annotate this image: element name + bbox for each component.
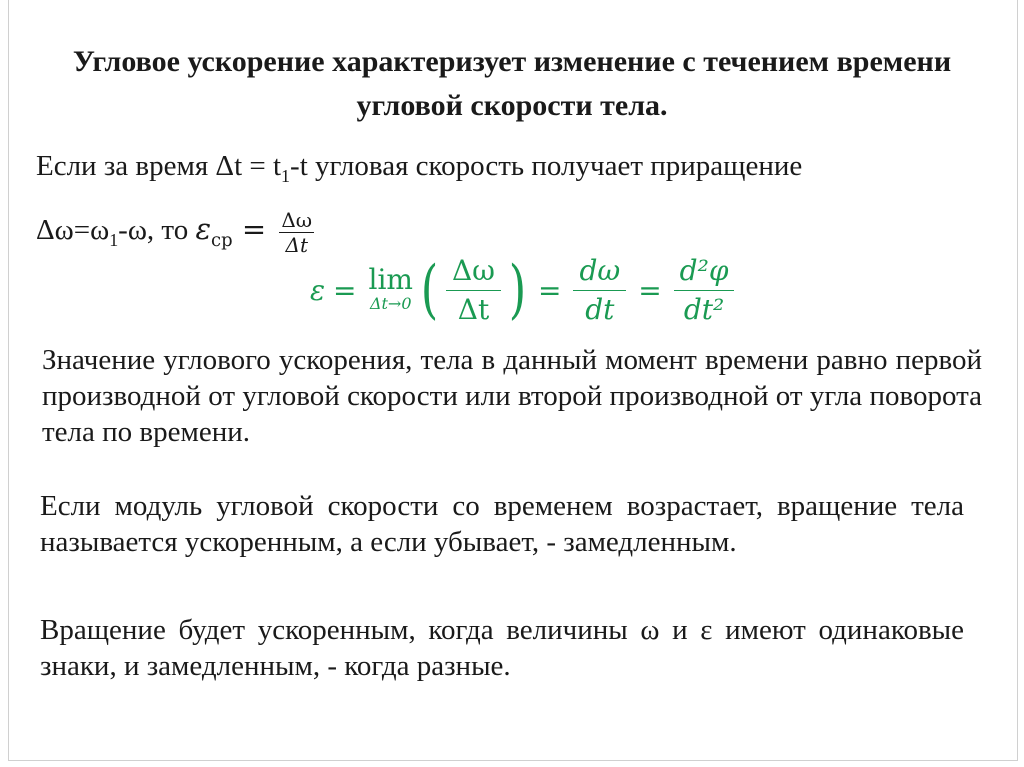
derivative-fraction	[573, 252, 626, 328]
slide-title: Угловое ускорение характеризует изменение с течением времени угловой скорости тела.	[72, 45, 952, 122]
angular-acceleration-formula	[310, 248, 738, 332]
subscript: 1	[281, 165, 291, 186]
equals-sign: =	[537, 273, 562, 307]
fraction-denominator: Δt	[457, 292, 490, 326]
delta-t: Δt = t	[215, 150, 282, 182]
equals-sign: =	[232, 211, 276, 246]
epsilon-symbol: ε	[195, 211, 212, 246]
fraction-denominator: Δt	[285, 232, 308, 257]
equals-sign: =	[333, 273, 357, 307]
fraction-numerator: Δω	[446, 252, 501, 291]
fraction-numerator: d²φ	[674, 252, 735, 291]
value-paragraph: Значение углового ускорения, тела в данный момент времени равно первой производной от угловой скорости или второй производной от угла поворота тела по времени.	[42, 344, 982, 448]
equals-sign: =	[638, 273, 662, 307]
open-paren: (	[420, 253, 439, 327]
subscript: 1	[109, 229, 119, 250]
avg-fraction	[279, 208, 314, 257]
intro-text: Если за время	[36, 150, 216, 182]
intro-text: -ω, то	[118, 213, 196, 246]
delta-omega: Δω=ω	[36, 213, 110, 246]
sign-rule-paragraph: Вращение будет ускоренным, когда величины ω и ε имеют одинаковые знаки, и замедленным, - когда разные.	[40, 614, 964, 682]
fraction-denominator: dt²	[683, 292, 725, 326]
epsilon-avg	[195, 211, 233, 251]
intro-paragraph	[36, 148, 802, 259]
limit	[368, 263, 413, 314]
lim-word: lim	[368, 263, 413, 297]
fraction-denominator: dt	[585, 292, 615, 326]
second-derivative-fraction	[674, 252, 735, 328]
delta-fraction	[446, 252, 501, 328]
close-paren: )	[508, 253, 527, 327]
epsilon-subscript: ср	[211, 229, 233, 251]
fraction-numerator: Δω	[281, 207, 313, 232]
accelerated-rotation-paragraph: Если модуль угловой скорости со временем возрастает, вращение тела называется ускоренным, а если убывает, - замедленным.	[40, 490, 964, 558]
intro-line-1	[36, 150, 803, 186]
fraction-numerator: dω	[573, 252, 626, 291]
intro-text: -t угловая скорость получает приращение	[290, 150, 803, 182]
lim-subscript: Δt→0	[369, 294, 412, 314]
epsilon-symbol: ε	[310, 273, 326, 307]
